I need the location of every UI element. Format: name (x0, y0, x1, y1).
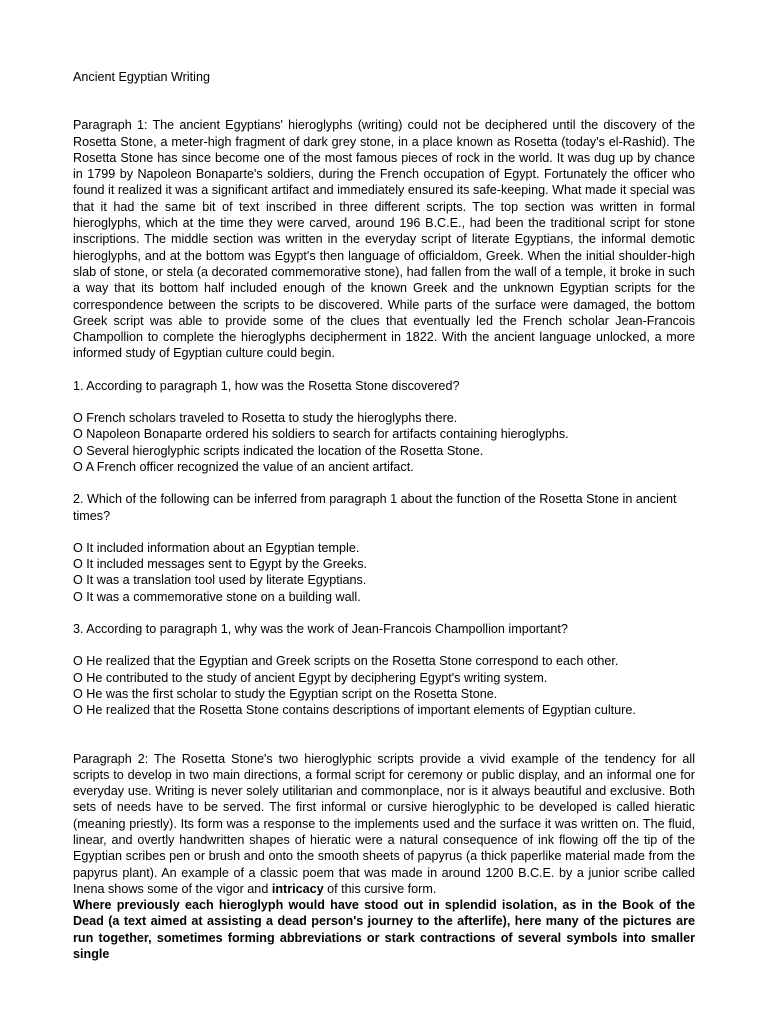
highlighted-sentence: Where previously each hieroglyph would have stood out in splendid isolation, as in the Book of the Dead (a text aimed at assisting a dead person's journey to the afterlife), here many of the pictures are run together, sometimes forming abbreviations or stark contractions of several symbols into smaller single (73, 898, 695, 962)
question-block-3 (73, 621, 695, 718)
question-1-option-a[interactable]: O French scholars traveled to Rosetta to study the hieroglyphs there. (73, 411, 458, 426)
question-3-option-c[interactable]: O He was the first scholar to study the Egyptian script on the Rosetta Stone. (73, 686, 498, 701)
question-2-option-a[interactable]: O It included information about an Egyptian temple. (73, 540, 360, 555)
section-gap (73, 735, 695, 751)
question-block-1 (73, 378, 695, 475)
question-2-options (73, 540, 695, 605)
question-3-option-a[interactable]: O He realized that the Egyptian and Greek scripts on the Rosetta Stone correspond to each other. (73, 654, 619, 669)
question-2-option-c[interactable]: O It was a translation tool used by literate Egyptians. (73, 573, 367, 588)
question-1-options (73, 410, 695, 475)
document-page (73, 69, 695, 962)
highlighted-word: intricacy (271, 881, 324, 896)
question-1-option-b[interactable]: O Napoleon Bonaparte ordered his soldiers to search for artifacts containing hieroglyphs. (73, 427, 569, 442)
question-block-2 (73, 491, 695, 605)
paragraph-2 (73, 751, 695, 963)
question-3-option-d[interactable]: O He realized that the Rosetta Stone contains descriptions of important elements of Egyptian culture. (73, 703, 636, 718)
question-1-option-c[interactable]: O Several hieroglyphic scripts indicated the location of the Rosetta Stone. (73, 443, 484, 458)
question-3-text: 3. According to paragraph 1, why was the work of Jean-Francois Champollion important? (73, 622, 568, 637)
question-2-option-b[interactable]: O It included messages sent to Egypt by the Greeks. (73, 557, 368, 572)
question-3-options (73, 653, 695, 718)
paragraph-1: Paragraph 1: The ancient Egyptians' hieroglyphs (writing) could not be deciphered until the discovery of the Rosetta Stone, a meter-high fragment of dark grey stone, in a place known as Rosetta (today's el-Rashid). The Rosetta Stone has since become one of the most famous pieces of rock in the world. It was dug up by chance in 1799 by Napoleon Bonaparte's soldiers, during the French occupation of Egypt. Fortunately the officer who found it realized it was a significant artifact and immediately ensured its safe-keeping. What made it special was that it had the same bit of text inscribed in three different scripts. The top section was written in formal hieroglyphs, which at the time they were carved, around 196 B.C.E., had been the traditional script for stone inscriptions. The middle section was written in the everyday script of literate Egyptians, the informal demotic hieroglyphs, and at the bottom was Egypt's then language of officialdom, Greek. When the initial shoulder-high slab of stone, or stela (a decorated commemorative stone), had fallen from the wall of a temple, it broke in such a way that its bottom half included enough of the known Greek and the unknown Egyptian scripts for the correspondence between the scripts to be discovered. While parts of the surface were damaged, the bottom Greek script was able to provide some of the clues that eventually led the French scholar Jean-Francois Champollion to complete the hieroglyphs decipherment in 1822. With the ancient language unlocked, a more informed study of Egyptian culture could begin. (73, 118, 695, 361)
document-title: Ancient Egyptian Writing (73, 70, 210, 84)
question-1-option-d[interactable]: O A French officer recognized the value of an ancient artifact. (73, 459, 414, 474)
paragraph-2-text-continued: of this cursive form. (323, 881, 437, 896)
question-2-text: 2. Which of the following can be inferred from paragraph 1 about the function of the Rosetta Stone in ancient times? (73, 492, 677, 523)
question-2-option-d[interactable]: O It was a commemorative stone on a building wall. (73, 589, 361, 604)
question-1-text: 1. According to paragraph 1, how was the Rosetta Stone discovered? (73, 378, 460, 393)
question-3-option-b[interactable]: O He contributed to the study of ancient Egypt by deciphering Egypt's writing system. (73, 670, 548, 685)
paragraph-2-text-start: Paragraph 2: The Rosetta Stone's two hieroglyphic scripts provide a vivid example of the tendency for all scripts to develop in two main directions, a formal script for ceremony or public display, and an informal one for everyday use. Writing is never solely utilitarian and commonplace, nor is it always beautiful and exclusive. Both sets of needs have to be served. The first informal or cursive hieroglyphic to be developed is called hieratic (meaning priestly). Its form was a response to the implements used and the surface it was written on. The fluid, linear, and overtly handwritten shapes of hieratic were a natural consequence of ink flowing off the tip of the Egyptian scribes pen or brush and onto the smooth sheets of papyrus (a thick paperlike material made from the papyrus plant). An example of a classic poem that was made in around 1200 B.C.E. by a junior scribe called Inena shows some of the vigor and (73, 751, 695, 896)
